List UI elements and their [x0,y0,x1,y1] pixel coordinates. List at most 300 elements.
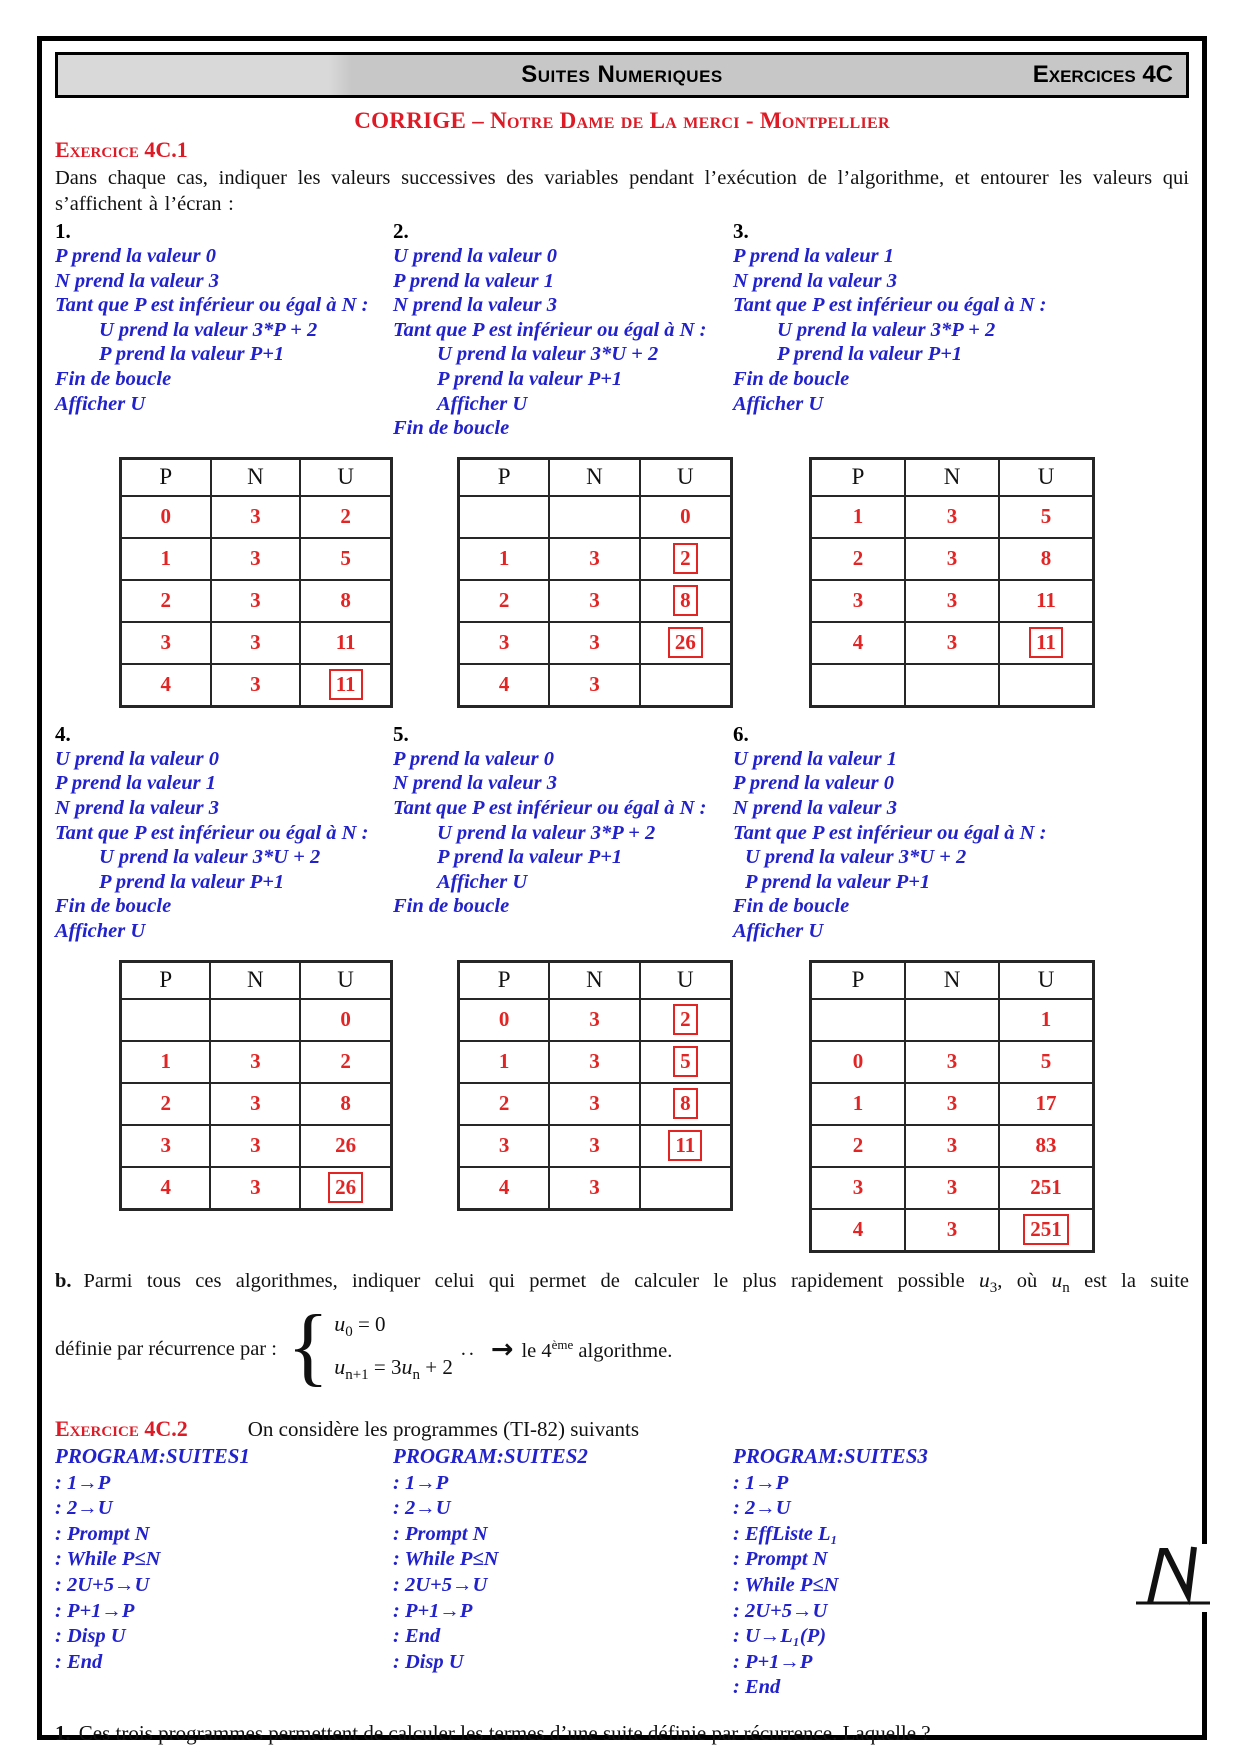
program-line: : End [393,1625,441,1648]
table-row [459,580,732,622]
table-header-cell: P [811,961,906,999]
programs-row [55,1444,1189,1701]
table-cell: 0 [811,1041,906,1083]
table-cell: 4 [121,664,211,707]
program-line: : Disp U [55,1625,126,1648]
algorithm-line: U prend la valeur 3*U + 2 [745,846,967,869]
table-cell: 3 [459,622,550,664]
table-cell: 4 [459,664,550,707]
algorithm-line: P prend la valeur 1 [733,245,894,267]
boxed-value: 251 [1023,1214,1069,1245]
math-u: u [334,1353,346,1379]
table-cell: 3 [549,580,639,622]
program-line: : 2U+5→U [733,1599,828,1622]
algorithm-line: N prend la valeur 3 [733,796,897,819]
table-cell: 3 [905,1125,999,1167]
table-row [459,1167,732,1210]
algorithm-number: 2. [393,219,409,243]
program-line: : P+1→P [393,1599,473,1622]
table-cell: 3 [811,1167,906,1209]
question-b-text: est la suite [1069,1269,1190,1292]
program-line: : 1→P [733,1471,789,1494]
table-cell: 251 [999,1167,1094,1209]
table-cell: 17 [999,1083,1094,1125]
algorithm-line: Fin de boucle [733,895,850,918]
question-b [55,1267,1189,1302]
table-row [121,664,392,707]
table-cell [999,664,1094,707]
program-line: : 1→P [55,1471,111,1494]
table-cell: 11 [300,622,391,664]
table-cell: 3 [211,538,301,580]
header-right-label: Exercices 4C [1032,61,1173,88]
table-cell [811,999,906,1041]
table-cell: 8 [300,1083,391,1125]
algorithm-number: 4. [55,721,71,746]
table-cell: 5 [999,1041,1094,1083]
table-row [811,1041,1094,1083]
value-table-wrap [457,457,733,708]
program-line: : 2→U [733,1497,791,1520]
table-cell: 0 [459,999,550,1041]
program-column-3 [733,1444,1189,1701]
table-cell: 3 [905,1209,999,1252]
table-header-cell: N [211,458,301,496]
algorithm-block-3 [733,219,1189,441]
answer-text: le 4 [521,1339,552,1362]
table-cell [999,1209,1094,1252]
algorithm-line: P prend la valeur 0 [733,772,894,795]
table-header-cell: U [300,458,391,496]
table-row [459,496,732,538]
table-header-row [459,458,732,496]
corrige-title: CORRIGE – Notre Dame de La merci - Montpellier [354,108,890,133]
table-cell [640,1167,732,1210]
header-title: Suites Numeriques [521,61,723,88]
table-cell: 1 [459,1041,550,1083]
algorithm-line: N prend la valeur 3 [393,294,557,317]
algorithm-line: P prend la valeur P+1 [99,870,285,893]
value-table [119,960,393,1211]
algorithm-line: Fin de boucle [733,367,850,390]
table-header-cell: P [459,458,550,496]
math-sub: n+1 [345,1366,369,1383]
algorithm-block-5 [393,722,733,944]
table-row [811,538,1094,580]
program-line: : 1→P [393,1471,449,1494]
algorithm-number: 1. [55,219,71,243]
program-column-2 [393,1444,733,1701]
algorithm-text [393,747,733,919]
algorithm-line: Tant que P est inférieur ou égal à N : [55,821,369,844]
table-cell: 2 [121,580,211,622]
table-cell: 3 [549,1083,639,1125]
algorithm-line: P prend la valeur P+1 [745,870,931,893]
table-cell: 3 [905,1041,999,1083]
table-cell: 4 [459,1167,550,1210]
table-cell: 1 [811,1083,906,1125]
algorithm-line: Afficher U [733,919,824,942]
question-1 [55,1721,1189,1746]
table-row [459,1083,732,1125]
table-row [811,622,1094,664]
program-title: PROGRAM:SUITES2 [393,1443,588,1468]
table-cell: 4 [811,622,906,664]
boxed-value: 26 [668,627,703,658]
algorithm-line: Tant que P est inférieur ou égal à N : [393,318,707,341]
table-row [811,1209,1094,1252]
math-rest: + 2 [420,1354,453,1379]
boxed-value: 8 [673,585,698,616]
algorithm-line: U prend la valeur 0 [55,747,219,770]
table-cell [640,1083,732,1125]
program-line: : EffListe L₁ [733,1522,838,1545]
recurrence-prefix: définie par récurrence par : [55,1338,277,1361]
question-1-text: Ces trois programmes permettent de calculer les termes d’une suite définie par récurrence. Laquelle ? [78,1720,931,1745]
table-cell: 2 [459,1083,550,1125]
table-cell: 2 [300,496,391,538]
recurrence-line-2 [334,1350,453,1392]
table-row [121,538,392,580]
boxed-value: 11 [329,669,363,700]
table-header-cell: N [549,458,639,496]
table-header-cell: P [121,458,211,496]
table-header-cell: N [905,961,999,999]
program-line: : Prompt N [55,1522,150,1545]
dots: .. [460,1338,477,1361]
table-cell: 1 [121,538,211,580]
algorithm-line: Fin de boucle [393,895,510,918]
program-title: PROGRAM:SUITES1 [55,1443,250,1468]
table-row [459,664,732,707]
answer-sup: ème [551,1336,574,1352]
table-cell [640,664,732,707]
table-cell: 4 [811,1209,906,1252]
algorithm-line: U prend la valeur 3*U + 2 [437,343,659,366]
question-1-number: 1. [55,1720,71,1745]
table-cell [300,664,391,707]
table-cell: 2 [811,1125,906,1167]
algorithm-block-4 [55,722,393,944]
table-cell: 83 [999,1125,1094,1167]
program-column-1 [55,1444,393,1701]
table-cell [640,622,732,664]
program-title: PROGRAM:SUITES3 [733,1443,928,1468]
boxed-value: 11 [668,1130,702,1161]
algorithms-row-1 [55,219,1189,708]
table-header-cell: U [300,961,391,999]
algorithm-text [55,747,393,944]
algorithm-text [55,244,393,416]
math-sub: n [412,1366,420,1383]
algorithm-number: 6. [733,721,749,746]
table-cell: 2 [811,538,906,580]
table-header-cell: N [905,458,999,496]
math-sub: 0 [345,1324,353,1341]
table-cell: 3 [549,622,639,664]
table-cell: 2 [121,1083,211,1125]
algorithm-line: Tant que P est inférieur ou égal à N : [733,294,1047,317]
algorithm-line: Fin de boucle [55,367,172,390]
table-header-cell: P [121,961,211,999]
program-lines [733,1471,1189,1701]
question-b-text: Parmi tous ces algorithmes, indiquer celui qui permet de calculer le plus rapidement possible [83,1269,980,1292]
table-cell: 0 [121,496,211,538]
algorithm-line: P prend la valeur 0 [55,245,216,267]
table-cell [905,999,999,1041]
question-b-label: b. [55,1269,72,1292]
table-cell: 5 [300,538,391,580]
table-header-row [459,961,732,999]
table-cell: 3 [210,1083,300,1125]
table-cell: 1 [121,1041,211,1083]
table-cell: 3 [549,1041,639,1083]
program-line: : U→L₁(P) [733,1625,827,1648]
algorithm-line: P prend la valeur P+1 [437,367,623,390]
table-header-row [811,458,1094,496]
table-cell: 3 [211,622,301,664]
table-row [811,999,1094,1041]
table-cell: 3 [211,580,301,622]
table-cell [549,496,639,538]
algorithm-text [733,244,1189,416]
math-un-sub: n [1062,1279,1070,1296]
table-cell: 4 [121,1167,211,1210]
table-cell: 3 [210,1041,300,1083]
program-lines [393,1471,733,1676]
page-content [42,41,1202,1745]
program-line: : Prompt N [393,1522,488,1545]
table-cell: 3 [549,1167,639,1210]
brace-icon: { [286,1297,330,1395]
algorithms-row-2 [55,722,1189,1253]
table-header-cell: N [549,961,639,999]
algorithm-line: Afficher U [55,392,146,415]
algorithm-line: Afficher U [437,392,528,415]
table-row [811,580,1094,622]
table-cell: 3 [211,664,301,707]
algorithm-line: N prend la valeur 3 [55,269,219,292]
program-line: : P+1→P [55,1599,135,1622]
table-cell [640,999,732,1041]
program-line: : Disp U [393,1650,464,1673]
table-row [811,496,1094,538]
algorithm-line: P prend la valeur 1 [393,269,554,292]
value-table-wrap [809,960,1189,1253]
algorithm-line: Fin de boucle [393,417,510,440]
table-cell: 1 [811,496,906,538]
table-cell: 8 [999,538,1094,580]
math-u: u [334,1311,346,1337]
boxed-value: 8 [673,1088,698,1119]
question-b-text: , où [997,1269,1052,1292]
corner-logo [1134,1544,1212,1612]
math-rest: = 0 [352,1312,386,1337]
exercice-4c2-label: Exercice 4C.2 [55,1415,188,1441]
table-cell: 11 [999,580,1094,622]
table-cell: 3 [905,580,999,622]
value-table [119,457,393,708]
algorithm-line: Tant que P est inférieur ou égal à N : [733,821,1047,844]
table-cell [210,999,300,1041]
program-line: : Prompt N [733,1548,828,1571]
table-row [811,1125,1094,1167]
program-line: : While P≤N [55,1548,161,1571]
algorithm-line: Afficher U [55,919,146,942]
table-cell [640,1125,732,1167]
boxed-value: 5 [673,1046,698,1077]
math-u3-sub: 3 [989,1279,998,1296]
algorithm-line: N prend la valeur 3 [733,269,897,292]
table-cell: 3 [905,622,999,664]
algorithm-line: N prend la valeur 3 [55,796,219,819]
table-header-row [121,458,392,496]
program-line: : 2→U [393,1497,451,1520]
exercice-4c1-label: Exercice 4C.1 [55,137,188,162]
program-line: : 2→U [55,1497,113,1520]
table-cell: 3 [210,1125,300,1167]
algorithm-number: 5. [393,721,409,746]
table-row [459,538,732,580]
boxed-value: 11 [1029,627,1063,658]
recurrence-answer [521,1337,672,1363]
table-cell: 3 [811,580,906,622]
table-cell: 3 [121,1125,211,1167]
ex2-intro: On considère les programmes (TI-82) suivants [247,1416,640,1441]
algorithm-block-1 [55,219,393,441]
math-u: u [401,1353,413,1379]
exercise-intro: Dans chaque cas, indiquer les valeurs successives des variables pendant l’exécution de l’algorithme, et entourer les valeurs qui s’affichent à l’écran : [55,167,1189,215]
table-cell: 3 [210,1167,300,1210]
table-cell: 3 [211,496,301,538]
table-cell [640,1041,732,1083]
header-bar [55,52,1189,98]
algorithm-text [393,244,733,441]
value-table-wrap [119,457,393,708]
table-cell: 3 [905,496,999,538]
table-header-row [811,961,1094,999]
table-cell [121,999,211,1041]
table-header-cell: U [999,458,1094,496]
table-cell: 2 [459,580,550,622]
table-cell [640,538,732,580]
arrow-icon: → [490,1334,514,1366]
table-row [121,1167,392,1210]
table-cell: 3 [905,1083,999,1125]
program-line: : End [55,1650,103,1673]
algorithm-line: U prend la valeur 3*P + 2 [437,821,656,844]
table-row [811,1167,1094,1209]
algorithm-text [733,747,1189,944]
recurrence-line-1 [334,1307,453,1349]
exercice-4c2-header [55,1416,1189,1442]
table-cell: 3 [549,538,639,580]
table-cell: 3 [549,999,639,1041]
table-cell: 5 [999,496,1094,538]
algorithm-line: Afficher U [733,392,824,415]
table-cell [459,496,550,538]
table-cell: 3 [549,664,639,707]
table-cell: 3 [459,1125,550,1167]
table-cell: 0 [300,999,391,1041]
boxed-value: 2 [673,543,698,574]
table-header-row [121,961,392,999]
table-cell: 2 [300,1041,391,1083]
math-rest: = 3 [368,1354,402,1379]
math-u3: u [979,1267,990,1292]
algorithm-number: 3. [733,219,749,243]
table-row [459,1125,732,1167]
table-header-cell: P [459,961,550,999]
algorithm-line: P prend la valeur P+1 [99,343,285,366]
algorithm-line: Tant que P est inférieur ou égal à N : [393,796,707,819]
algorithm-line: U prend la valeur 3*P + 2 [777,318,996,341]
program-line: : While P≤N [733,1573,839,1596]
algorithm-line: P prend la valeur P+1 [777,343,963,366]
algorithm-line: Afficher U [437,870,528,893]
table-row [459,999,732,1041]
table-row [121,622,392,664]
recurrence-definition [55,1297,1189,1395]
table-row [121,580,392,622]
table-cell: 1 [999,999,1094,1041]
value-table-wrap [809,457,1189,708]
table-header-cell: U [640,961,732,999]
table-header-cell: P [811,458,906,496]
table-cell: 8 [300,580,391,622]
table-cell [905,664,999,707]
algorithm-line: P prend la valeur 1 [55,772,216,795]
table-row [121,1041,392,1083]
table-row [811,1083,1094,1125]
table-cell: 3 [905,538,999,580]
algorithm-line: P prend la valeur 0 [393,747,554,770]
table-cell: 3 [121,622,211,664]
value-table-wrap [119,960,393,1253]
table-header-cell: N [210,961,300,999]
program-line: : 2U+5→U [393,1573,488,1596]
table-cell [999,622,1094,664]
table-cell [640,580,732,622]
algorithm-line: U prend la valeur 1 [733,747,897,770]
table-row [121,1125,392,1167]
table-header-cell: U [640,458,732,496]
algorithm-line: P prend la valeur P+1 [437,846,623,869]
program-line: : 2U+5→U [55,1573,150,1596]
program-line: : End [733,1676,781,1699]
table-cell: 3 [549,1125,639,1167]
value-table-wrap [457,960,733,1253]
algorithm-line: Fin de boucle [55,895,172,918]
table-row [121,1083,392,1125]
boxed-value: 26 [328,1172,363,1203]
program-line: : While P≤N [393,1548,499,1571]
boxed-value: 2 [673,1004,698,1035]
algorithm-block-6 [733,722,1189,944]
recurrence-system [334,1307,453,1391]
algorithm-line: U prend la valeur 3*U + 2 [99,846,321,869]
algorithm-line: U prend la valeur 3*P + 2 [99,318,318,341]
table-row [811,664,1094,707]
table-row [121,999,392,1041]
program-line: : P+1→P [733,1650,813,1673]
algorithm-line: Tant que P est inférieur ou égal à N : [55,294,369,317]
table-cell: 1 [459,538,550,580]
page-frame [37,36,1207,1745]
table-cell [300,1167,391,1210]
table-cell: 0 [640,496,732,538]
table-row [459,622,732,664]
